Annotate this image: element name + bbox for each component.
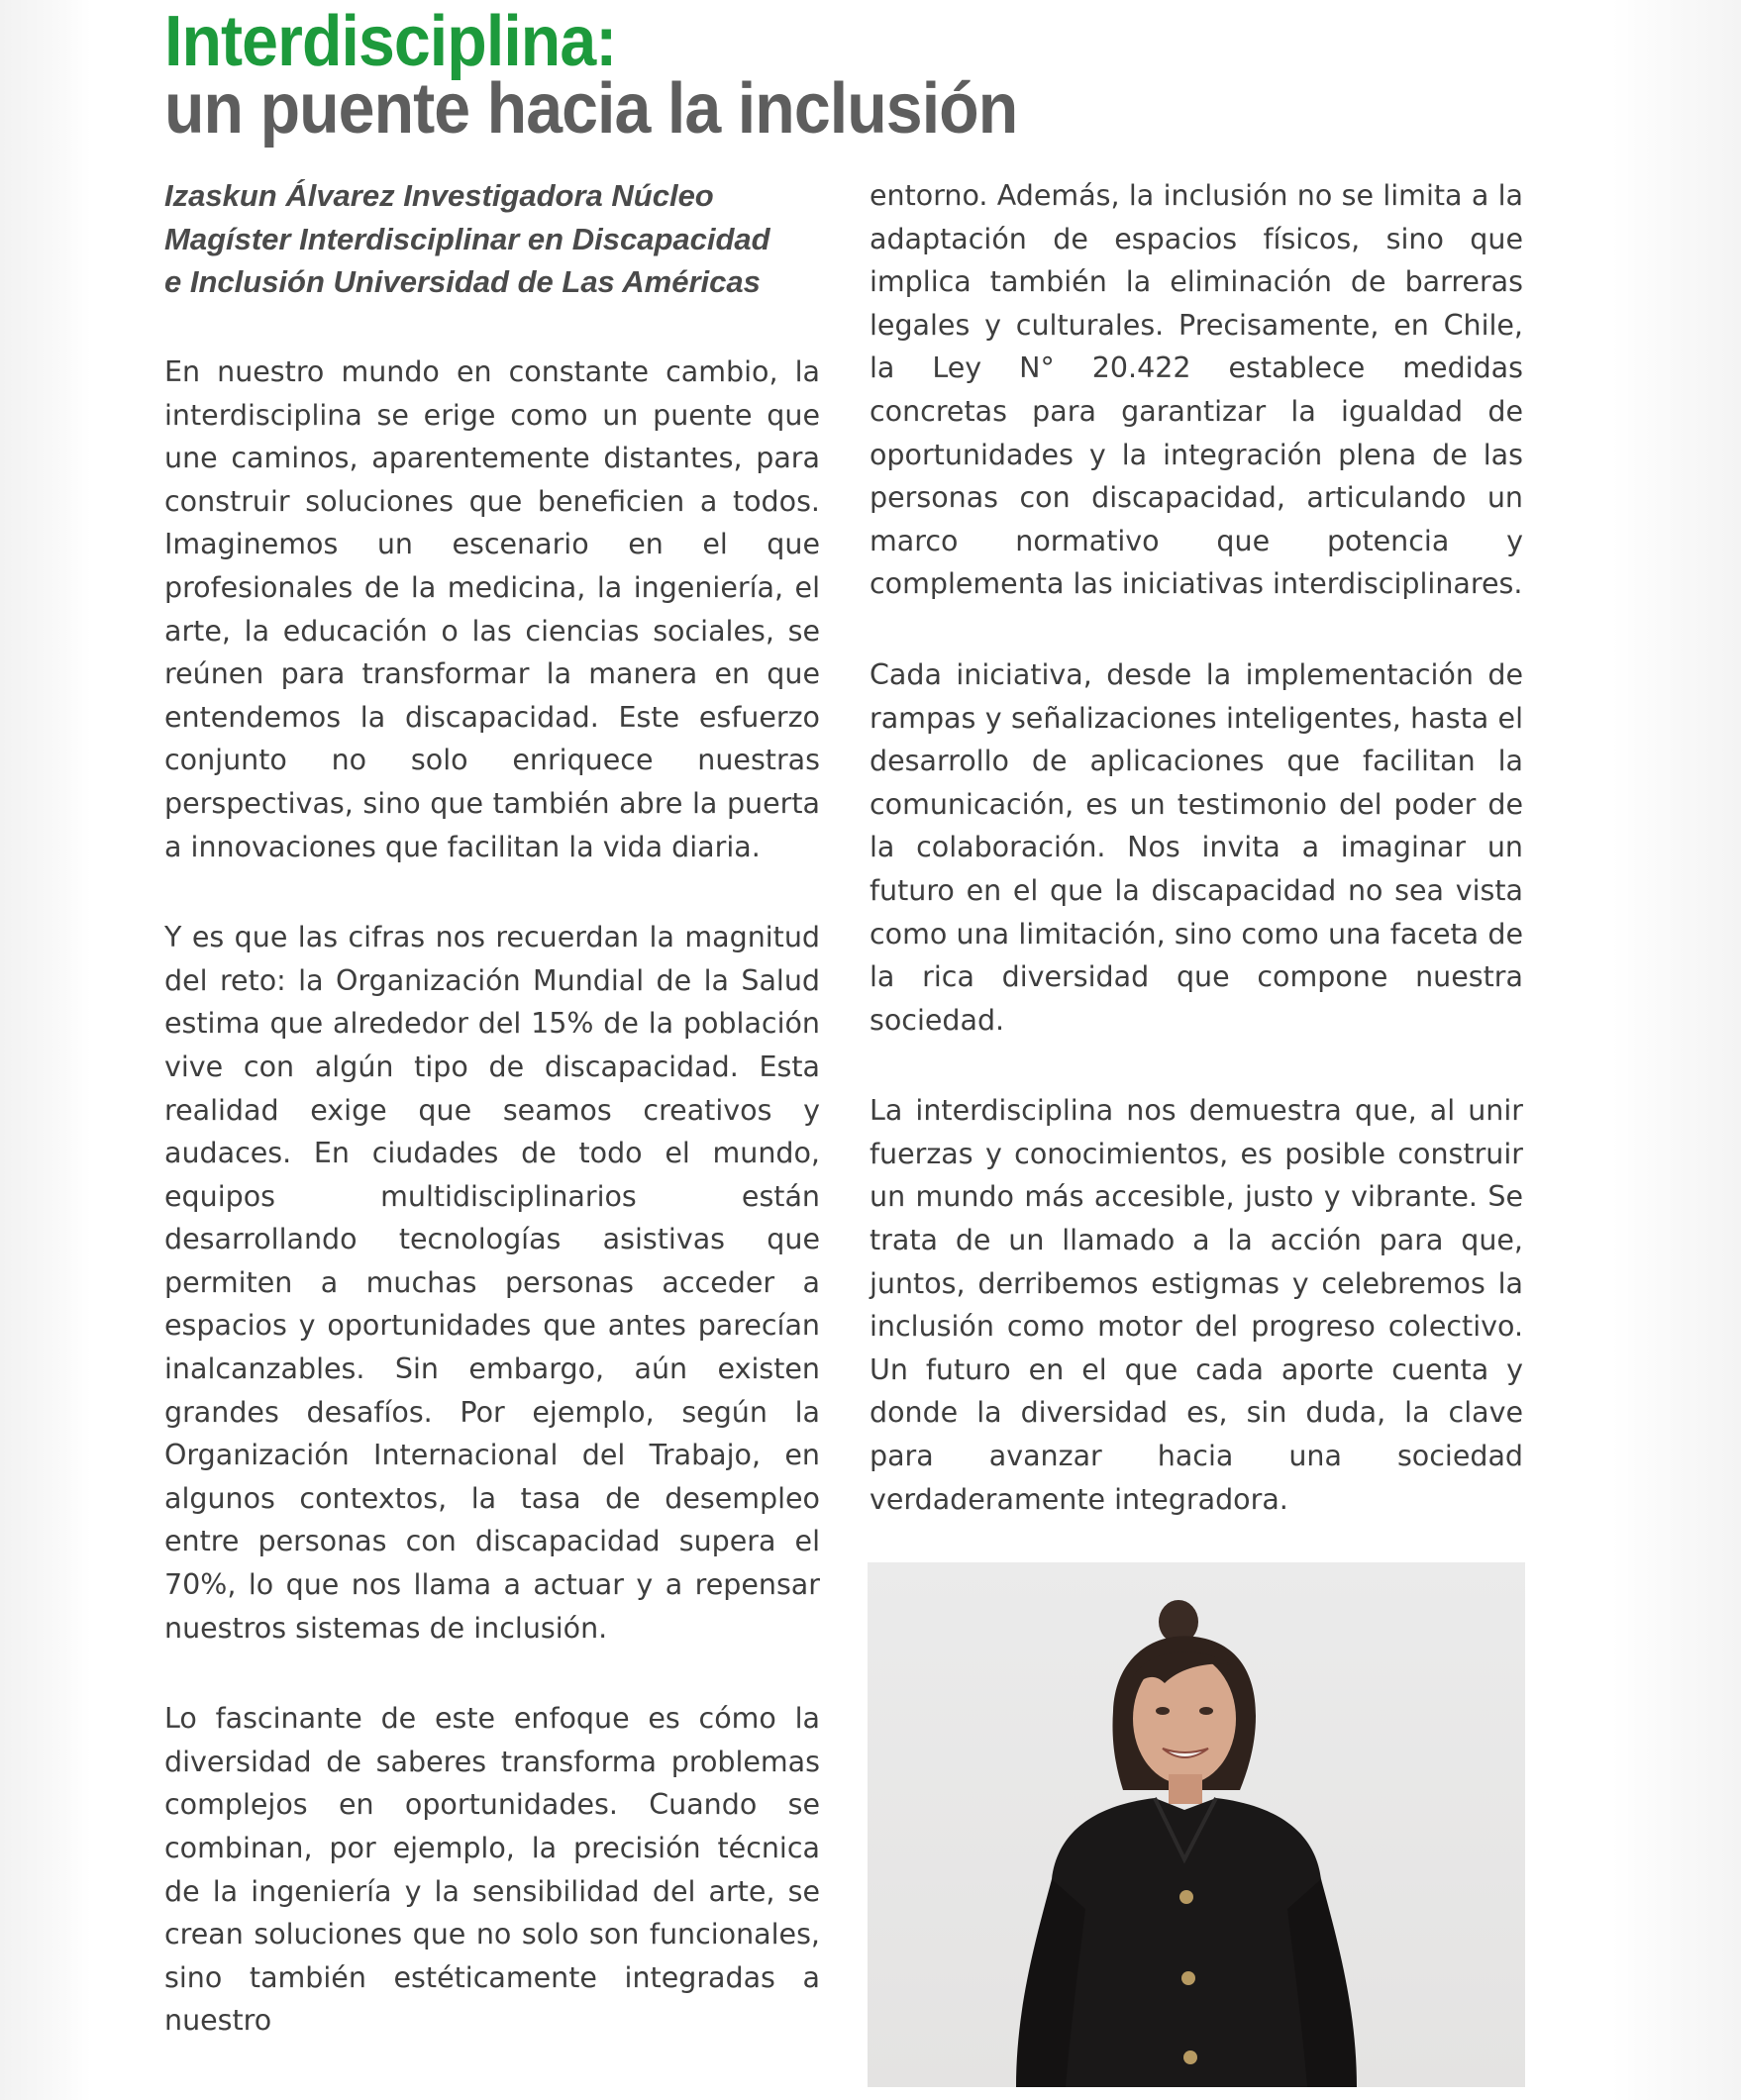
body-paragraph: Y es que las cifras nos recuerdan la magnitud del reto: la Organización Mundial de la Salud estima que alrededor del 15% de la población vive con algún tipo de discapacidad. Esta realidad exige que seamos creativos y audaces. En ciudades de todo el mundo, equipos multidisciplinarios están desarrollando tecnologías asistivas que permiten a muchas personas acceder a espacios y oportunidades que antes parecían inalcanzables. Sin embargo, aún existen grandes desafíos. Por ejemplo, según la Organización Internacional del Trabajo, en algunos contextos, la tasa de desempleo entre personas con discapacidad supera el 70%, lo que nos llama a actuar y a repensar nuestros sistemas de inclusión. bbox=[164, 921, 820, 1645]
title-line-1: Interdisciplina: bbox=[164, 2, 617, 81]
title-line-2: un puente hacia la inclusión bbox=[164, 69, 1018, 149]
byline-line: e Inclusión Universidad de Las Américas bbox=[164, 264, 761, 299]
body-paragraph: entorno. Además, la inclusión no se limita a la adaptación de espacios físicos, sino que implica también la eliminación de barreras legales y culturales. Precisamente, en Chile, la Ley N° 20.422 establece medidas concretas para garantizar la igualdad de oportunidades y la integración plena de las personas con discapacidad, articulando un marco normativo que potencia y complementa las iniciativas interdisciplinares. bbox=[870, 179, 1523, 601]
author-portrait-illustration bbox=[868, 1562, 1525, 2087]
body-paragraph: En nuestro mundo en constante cambio, la interdisciplina se erige como un puente que une caminos, aparentemente distantes, para construir soluciones que beneficien a todos. Imaginemos un escenario en el que profesionales de la medicina, la ingeniería, el arte, la educación o las ciencias sociales, se reúnen para transformar la manera en que entendemos la discapacidad. Este esfuerzo conjunto no solo enriquece nuestras perspectivas, sino que también abre la puerta a innovaciones que facilitan la vida diaria. bbox=[164, 355, 820, 863]
byline-line: Magíster Interdisciplinar en Discapacidad bbox=[164, 221, 770, 256]
article-title bbox=[164, 2, 1018, 149]
left-text-column bbox=[164, 350, 820, 2090]
body-paragraph: La interdisciplina nos demuestra que, al unir fuerzas y conocimientos, es posible construir un mundo más accesible, justo y vibrante. Se trata de un llamado a la acción para que, juntos, derribemos estigmas y celebremos la inclusión como motor del progreso colectivo. Un futuro en el que cada aporte cuenta y donde la diversidad es, sin duda, la clave para avanzar hacia una sociedad verdaderamente integradora. bbox=[870, 1094, 1523, 1516]
author-byline bbox=[164, 174, 838, 304]
author-photo bbox=[868, 1562, 1525, 2087]
body-paragraph: Lo fascinante de este enfoque es cómo la diversidad de saberes transforma problemas complejos en oportunidades. Cuando se combinan, por ejemplo, la precisión técnica de la ingeniería y la sensibilidad del arte, se crean soluciones que no solo son funcionales, sino también estéticamente integradas a nuestro bbox=[164, 1702, 820, 2038]
body-paragraph: Cada iniciativa, desde la implementación de rampas y señalizaciones inteligentes, hasta el desarrollo de aplicaciones que facilitan la comunicación, es un testimonio del poder de la colaboración. Nos invita a imaginar un futuro en el que la discapacidad no sea vista como una limitación, sino como una faceta de la rica diversidad que compone nuestra sociedad. bbox=[870, 657, 1523, 1037]
page-margin-right bbox=[1612, 0, 1741, 2100]
page-margin-left bbox=[0, 0, 91, 2100]
right-text-column bbox=[870, 174, 1523, 1568]
byline-line: Izaskun Álvarez Investigadora Núcleo bbox=[164, 178, 714, 213]
